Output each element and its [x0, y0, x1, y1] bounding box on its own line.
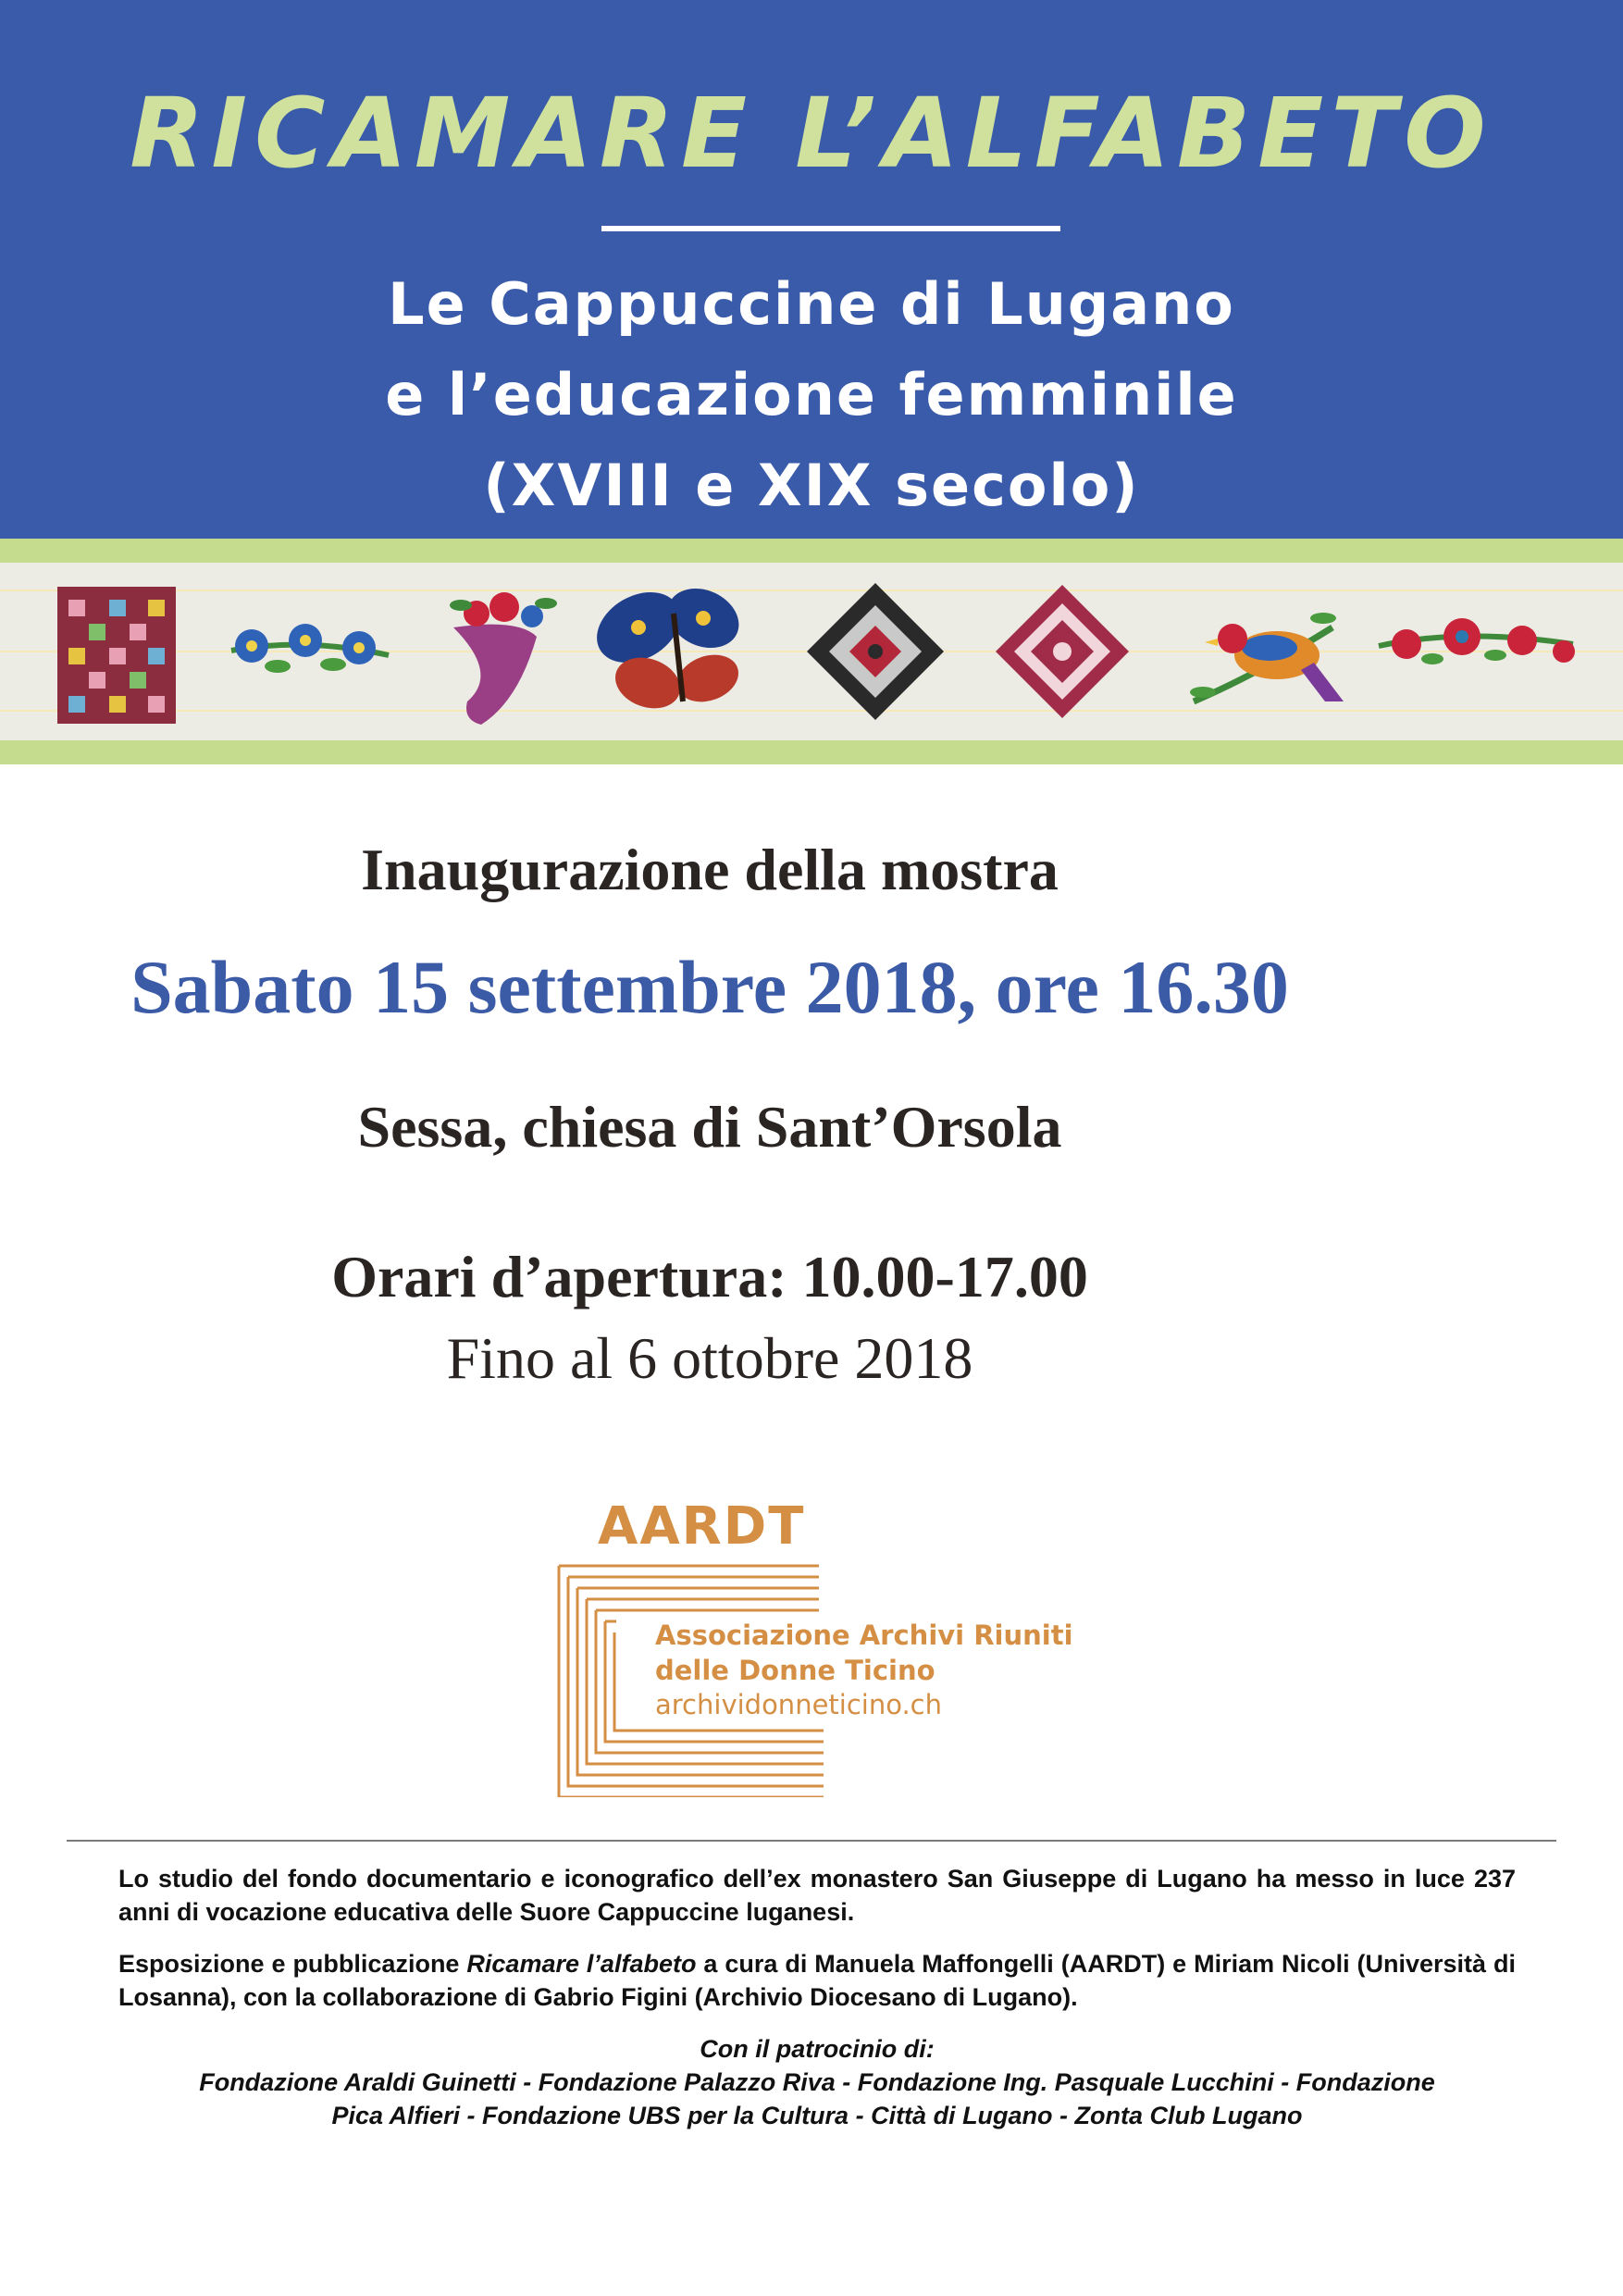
para2-before: Esposizione e pubblicazione	[118, 1950, 467, 1978]
patronage-label: Con il patrocinio di:	[700, 2035, 935, 2063]
logo-assoc-line-2: delle Donne Ticino	[655, 1655, 935, 1686]
bird-motif	[1190, 613, 1344, 701]
event-date: Sabato 15 settembre 2018, ore 16.30	[130, 945, 1289, 1029]
event-place: Sessa, chiesa di Sant’Orsola	[357, 1094, 1062, 1160]
footer-paragraph-1: Lo studio del fondo documentario e iconografico dell’ex monastero San Giuseppe di Lugano ha messo in luce 237 anni di vocazione educativa delle Suore Cappuccine luganesi.	[118, 1865, 1516, 1926]
closing-date: Fino al 6 ottobre 2018	[446, 1325, 973, 1391]
publication-title: Ricamare l’alfabeto	[466, 1950, 697, 1978]
patronage-line-2: Pica Alfieri - Fondazione UBS per la Cultura - Città di Lugano - Zonta Club Lugano	[331, 2102, 1303, 2129]
red-flower-garland-motif	[1379, 618, 1575, 664]
subtitle-line-3: (XVIII e XIX secolo)	[483, 452, 1140, 519]
title-divider	[601, 226, 1060, 231]
checkered-square-motif	[57, 587, 176, 724]
subtitle-line-2: e l’educazione femminile	[385, 361, 1238, 428]
patronage-line-1: Fondazione Araldi Guinetti - Fondazione Palazzo Riva - Fondazione Ing. Pasquale Lucchini - Fondazione	[199, 2068, 1435, 2096]
exhibition-subtitle	[0, 259, 1623, 531]
butterfly-motif	[584, 577, 749, 717]
logo-name: AARDT	[598, 1496, 806, 1557]
green-band-bottom	[0, 740, 1623, 764]
aardt-logo	[555, 1496, 1110, 1797]
exhibition-title: RICAMARE L’ALFABETO	[130, 77, 1493, 190]
footer-divider	[67, 1840, 1556, 1842]
logo-website: archividonneticino.ch	[655, 1689, 942, 1720]
inauguration-heading: Inaugurazione della mostra	[361, 837, 1059, 902]
logo-assoc-line-1: Associazione Archivi Riuniti	[655, 1620, 1073, 1651]
embroidery-strip	[0, 563, 1623, 740]
diamond-motif	[807, 583, 944, 720]
logo-association-name	[655, 1618, 1073, 1688]
para2-after: a cura di Manuela Maffongelli (AARDT) e Miriam Nicoli (Università di Losanna), con la collaborazione di Gabrio Figini (Archivio Diocesano di Lugano).	[118, 1950, 1517, 2011]
opening-hours: Orari d’apertura: 10.00-17.00	[331, 1244, 1088, 1309]
footer-paragraph-2	[118, 1947, 1516, 2014]
header-banner	[0, 0, 1623, 539]
red-rosette-motif	[996, 585, 1129, 718]
subtitle-line-1: Le Cappuccine di Lugano	[388, 270, 1235, 338]
cornucopia-motif	[450, 592, 557, 725]
patronage-block	[118, 2032, 1516, 2132]
green-band-top	[0, 539, 1623, 563]
blue-flowers-motif	[231, 624, 389, 673]
